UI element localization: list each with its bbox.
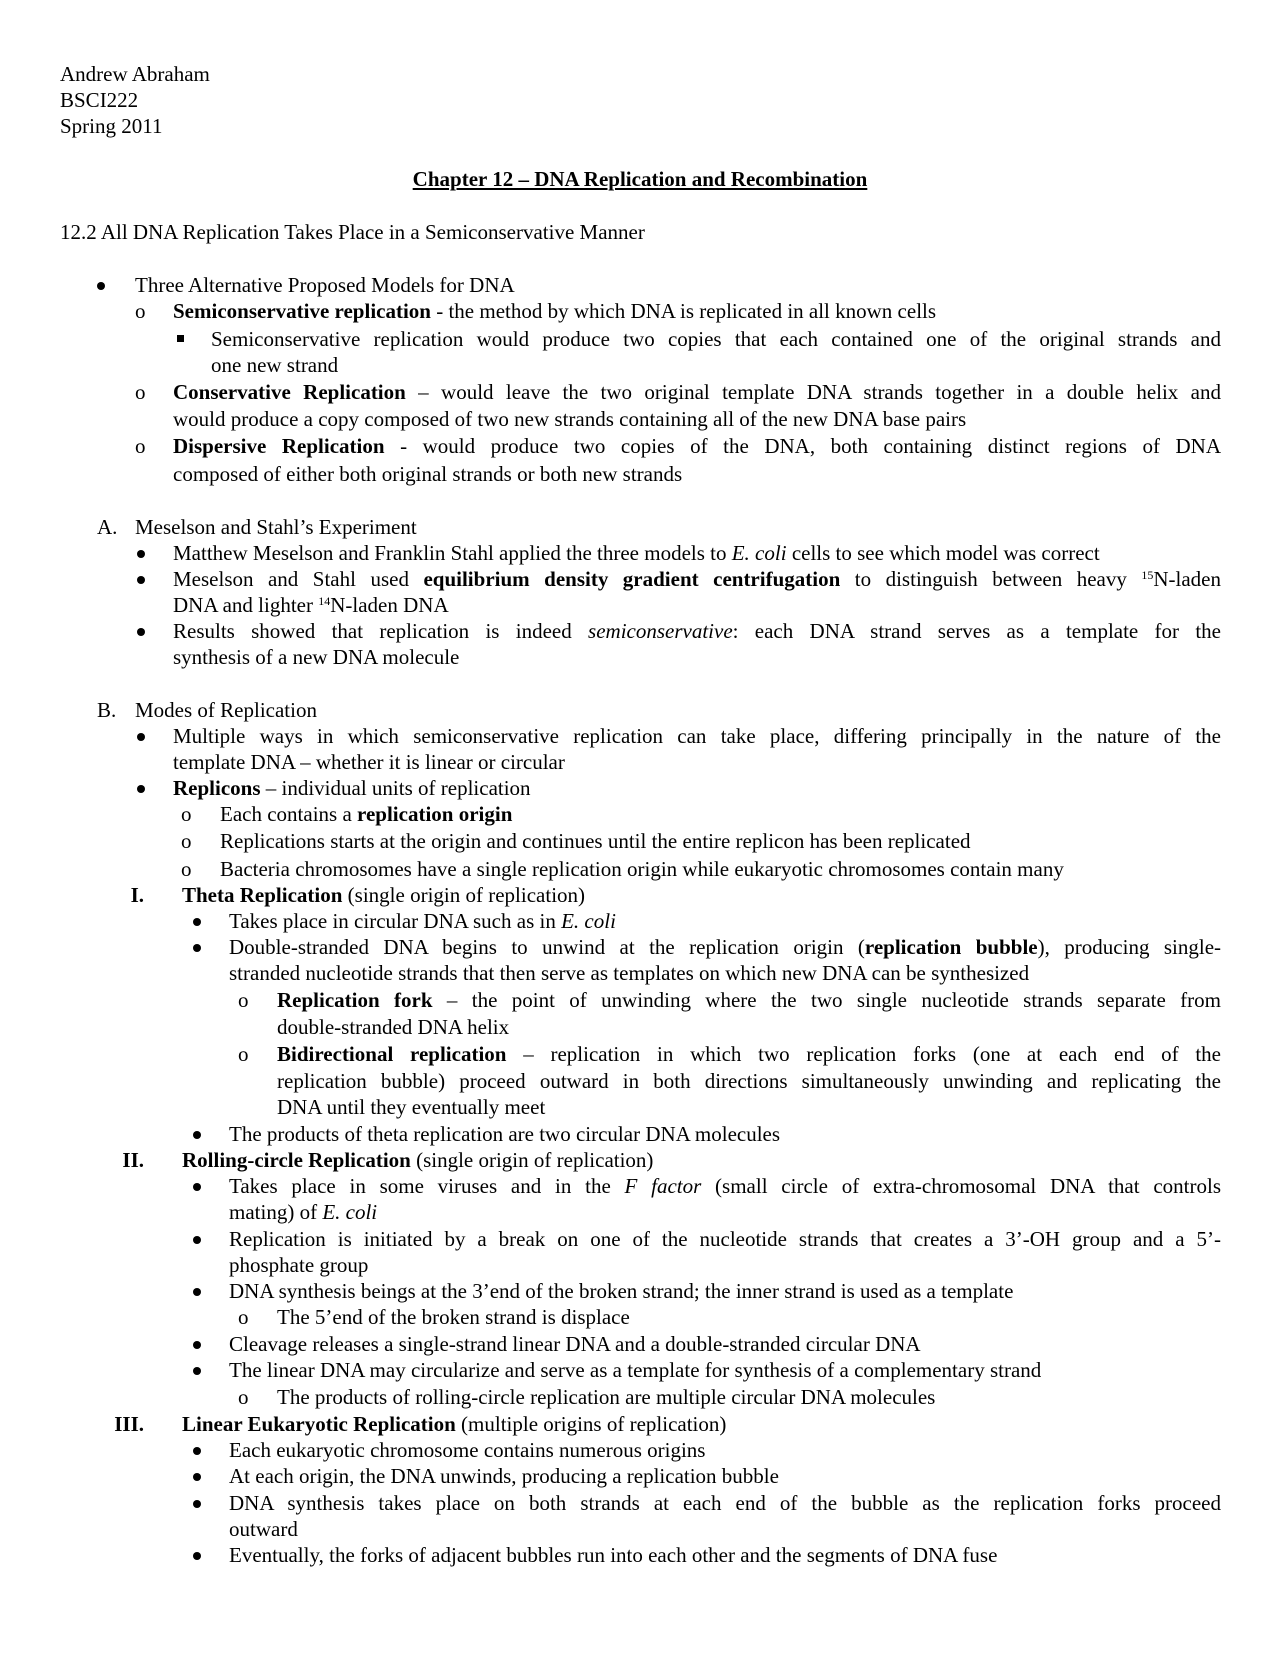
square-bullet-icon xyxy=(177,335,184,342)
dispersive-item: Dispersive Replication - would produce two copies of the DNA, both containing distinct regions of DNA xyxy=(173,434,1221,458)
circle-bullet-icon: o xyxy=(238,1305,249,1329)
semiconservative-sub: Semiconservative replication would produce two copies that each contained one of the original strands and xyxy=(211,327,1221,351)
bullet-icon xyxy=(193,1473,201,1481)
bullet-icon xyxy=(193,1367,201,1375)
rolling-numeral: II. xyxy=(122,1148,144,1172)
bullet-icon xyxy=(193,1341,201,1349)
bidirectional-item: Bidirectional replication – replication in which two replication forks (one at each end of the xyxy=(277,1042,1221,1066)
replicons-sub-2: Replications starts at the origin and continues until the entire replicon has been replicated xyxy=(220,829,971,853)
theta-bullet-2: Double-stranded DNA begins to unwind at the replication origin (replication bubble), producing single- xyxy=(229,935,1222,959)
bullet-icon xyxy=(193,1288,201,1296)
bullet-icon xyxy=(137,576,145,584)
rolling-bullet-1-cont: mating) of E. coli xyxy=(229,1200,378,1224)
circle-bullet-icon: o xyxy=(238,1042,249,1066)
replicons-sub-3: Bacteria chromosomes have a single replication origin while eukaryotic chromosomes contain many xyxy=(220,857,1064,881)
dispersive-item-cont: composed of either both original strands or both new strands xyxy=(173,462,683,486)
circle-bullet-icon: o xyxy=(238,1385,249,1409)
bidirectional-item-cont-2: DNA until they eventually meet xyxy=(277,1095,546,1119)
rolling-bullet-1: Takes place in some viruses and in the F factor (small circle of extra-chromosomal DNA that controls xyxy=(229,1174,1221,1198)
rolling-bullet-3: DNA synthesis beings at the 3’end of the broken strand; the inner strand is used as a template xyxy=(229,1279,1014,1303)
rolling-bullet-4: Cleavage releases a single-strand linear DNA and a double-stranded circular DNA xyxy=(229,1332,921,1356)
theta-bullet-2-cont: stranded nucleotide strands that then serve as templates on which new DNA can be synthesized xyxy=(229,961,1030,985)
section-a-bullet-2-cont: DNA and lighter $^{14}$N-laden DNA xyxy=(173,593,449,617)
term: Spring 2011 xyxy=(60,114,163,138)
rolling-bullet-2: Replication is initiated by a break on one of the nucleotide strands that creates a 3’-OH group and a 5’- xyxy=(229,1227,1221,1251)
circle-bullet-icon: o xyxy=(181,857,192,881)
rolling-bullet-5: The linear DNA may circularize and serve as a template for synthesis of a complementary strand xyxy=(229,1358,1042,1382)
section-a-bullet-1: Matthew Meselson and Franklin Stahl applied the three models to E. coli cells to see which model was correct xyxy=(173,541,1100,565)
course-code: BSCI222 xyxy=(60,88,139,112)
author-name: Andrew Abraham xyxy=(60,62,210,86)
bullet-icon xyxy=(97,282,105,290)
linear-bullet-4: Eventually, the forks of adjacent bubbles run into each other and the segments of DNA fuse xyxy=(229,1543,998,1567)
bullet-icon xyxy=(137,733,145,741)
bullet-icon xyxy=(193,1236,201,1244)
bullet-icon xyxy=(193,1500,201,1508)
replicons-sub-1: Each contains a replication origin xyxy=(220,802,513,826)
page-title: Chapter 12 – DNA Replication and Recombination xyxy=(412,167,868,191)
section-b-bullet-1: Multiple ways in which semiconservative replication can take place, differing principally in the nature of the xyxy=(173,724,1221,748)
section-a-bullet-3: Results showed that replication is indeed semiconservative: each DNA strand serves as a template for the xyxy=(173,619,1221,643)
bullet-icon xyxy=(193,1131,201,1139)
bullet-icon xyxy=(193,918,201,926)
circle-bullet-icon: o xyxy=(181,829,192,853)
section-a-title: Meselson and Stahl’s Experiment xyxy=(135,515,417,539)
bullet-icon xyxy=(137,628,145,636)
section-heading: 12.2 All DNA Replication Takes Place in a Semiconservative Manner xyxy=(60,220,645,244)
bullet-icon xyxy=(193,1552,201,1560)
models-intro: Three Alternative Proposed Models for DNA xyxy=(135,273,515,297)
theta-bullet-1: Takes place in circular DNA such as in E. coli xyxy=(229,909,616,933)
replication-fork-item-cont: double-stranded DNA helix xyxy=(277,1015,510,1039)
rolling-bullet-3-sub: The 5’end of the broken strand is displace xyxy=(277,1305,630,1329)
rolling-bullet-2-cont: phosphate group xyxy=(229,1253,369,1277)
theta-heading: Theta Replication (single origin of replication) xyxy=(182,883,586,907)
section-a-letter: A. xyxy=(97,515,118,539)
linear-bullet-2: At each origin, the DNA unwinds, producing a replication bubble xyxy=(229,1464,779,1488)
circle-bullet-icon: o xyxy=(135,434,146,458)
theta-numeral: I. xyxy=(130,883,144,907)
rolling-bullet-5-sub: The products of rolling-circle replication are multiple circular DNA molecules xyxy=(277,1385,936,1409)
replication-fork-item: Replication fork – the point of unwinding where the two single nucleotide strands separate from xyxy=(277,988,1221,1012)
linear-bullet-3: DNA synthesis takes place on both strands at each end of the bubble as the replication forks proceed xyxy=(229,1491,1221,1515)
section-b-title: Modes of Replication xyxy=(135,698,317,722)
bullet-icon xyxy=(137,550,145,558)
conservative-item-cont: would produce a copy composed of two new strands containing all of the new DNA base pairs xyxy=(173,407,967,431)
semiconservative-item: Semiconservative replication - the method by which DNA is replicated in all known cells xyxy=(173,299,937,323)
bullet-icon xyxy=(193,1183,201,1191)
section-a-bullet-2: Meselson and Stahl used equilibrium density gradient centrifugation to distinguish between heavy $^{15}$N-laden xyxy=(173,567,1221,591)
theta-bullet-3: The products of theta replication are two circular DNA molecules xyxy=(229,1122,781,1146)
conservative-item: Conservative Replication – would leave the two original template DNA strands together in a double helix and xyxy=(173,380,1221,404)
section-b-bullet-1-cont: template DNA – whether it is linear or circular xyxy=(173,750,565,774)
circle-bullet-icon: o xyxy=(135,380,146,404)
replicons-item: Replicons – individual units of replication xyxy=(173,776,531,800)
bidirectional-item-cont: replication bubble) proceed outward in both directions simultaneously unwinding and replicating the xyxy=(277,1069,1221,1093)
bullet-icon xyxy=(137,785,145,793)
rolling-heading: Rolling-circle Replication (single origin of replication) xyxy=(182,1148,654,1172)
circle-bullet-icon: o xyxy=(238,988,249,1012)
circle-bullet-icon: o xyxy=(135,299,146,323)
section-b-letter: B. xyxy=(97,698,117,722)
linear-heading: Linear Eukaryotic Replication (multiple origins of replication) xyxy=(182,1412,727,1436)
linear-numeral: III. xyxy=(114,1412,144,1436)
semiconservative-sub-cont: one new strand xyxy=(211,353,339,377)
linear-bullet-1: Each eukaryotic chromosome contains numerous origins xyxy=(229,1438,706,1462)
bullet-icon xyxy=(193,1447,201,1455)
linear-bullet-3-cont: outward xyxy=(229,1517,298,1541)
bullet-icon xyxy=(193,944,201,952)
circle-bullet-icon: o xyxy=(181,802,192,826)
section-a-bullet-3-cont: synthesis of a new DNA molecule xyxy=(173,645,460,669)
